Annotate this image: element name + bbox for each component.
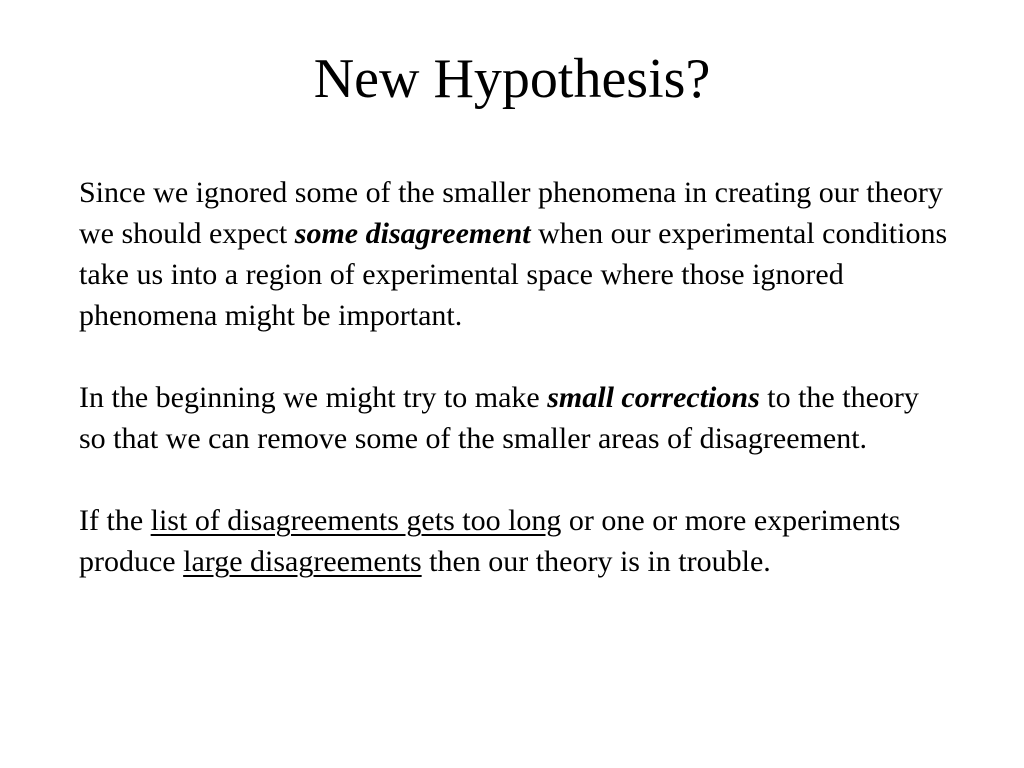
underline-large-disagreements: large disagreements: [183, 545, 422, 578]
paragraph-text: If the: [79, 504, 151, 537]
paragraph-text: In the beginning we might try to make: [79, 381, 548, 414]
paragraph-trouble: [79, 500, 949, 582]
paragraph-text: when our experimental conditions take us into a region of experimental space where those ignored phenomena might be important.: [79, 217, 948, 332]
emphasis-some-disagreement: some disagreement: [294, 217, 531, 250]
paragraph-small-corrections: [79, 377, 949, 459]
slide-title: New Hypothesis?: [313, 48, 711, 110]
paragraph-text: then our theory is in trouble.: [421, 545, 771, 578]
emphasis-small-corrections: small corrections: [547, 381, 760, 414]
paragraph-text: to the theory so that we can remove some of the smaller areas of disagreement.: [79, 381, 919, 455]
paragraph-some-disagreement: [79, 172, 949, 336]
paragraph-text: Since we ignored some of the smaller phenomena in creating our theory we should expect: [79, 176, 943, 250]
slide-body: [79, 172, 949, 623]
underline-list-of-disagreements: list of disagreements gets too long: [150, 504, 562, 537]
paragraph-text: or one or more experiments produce: [79, 504, 901, 578]
